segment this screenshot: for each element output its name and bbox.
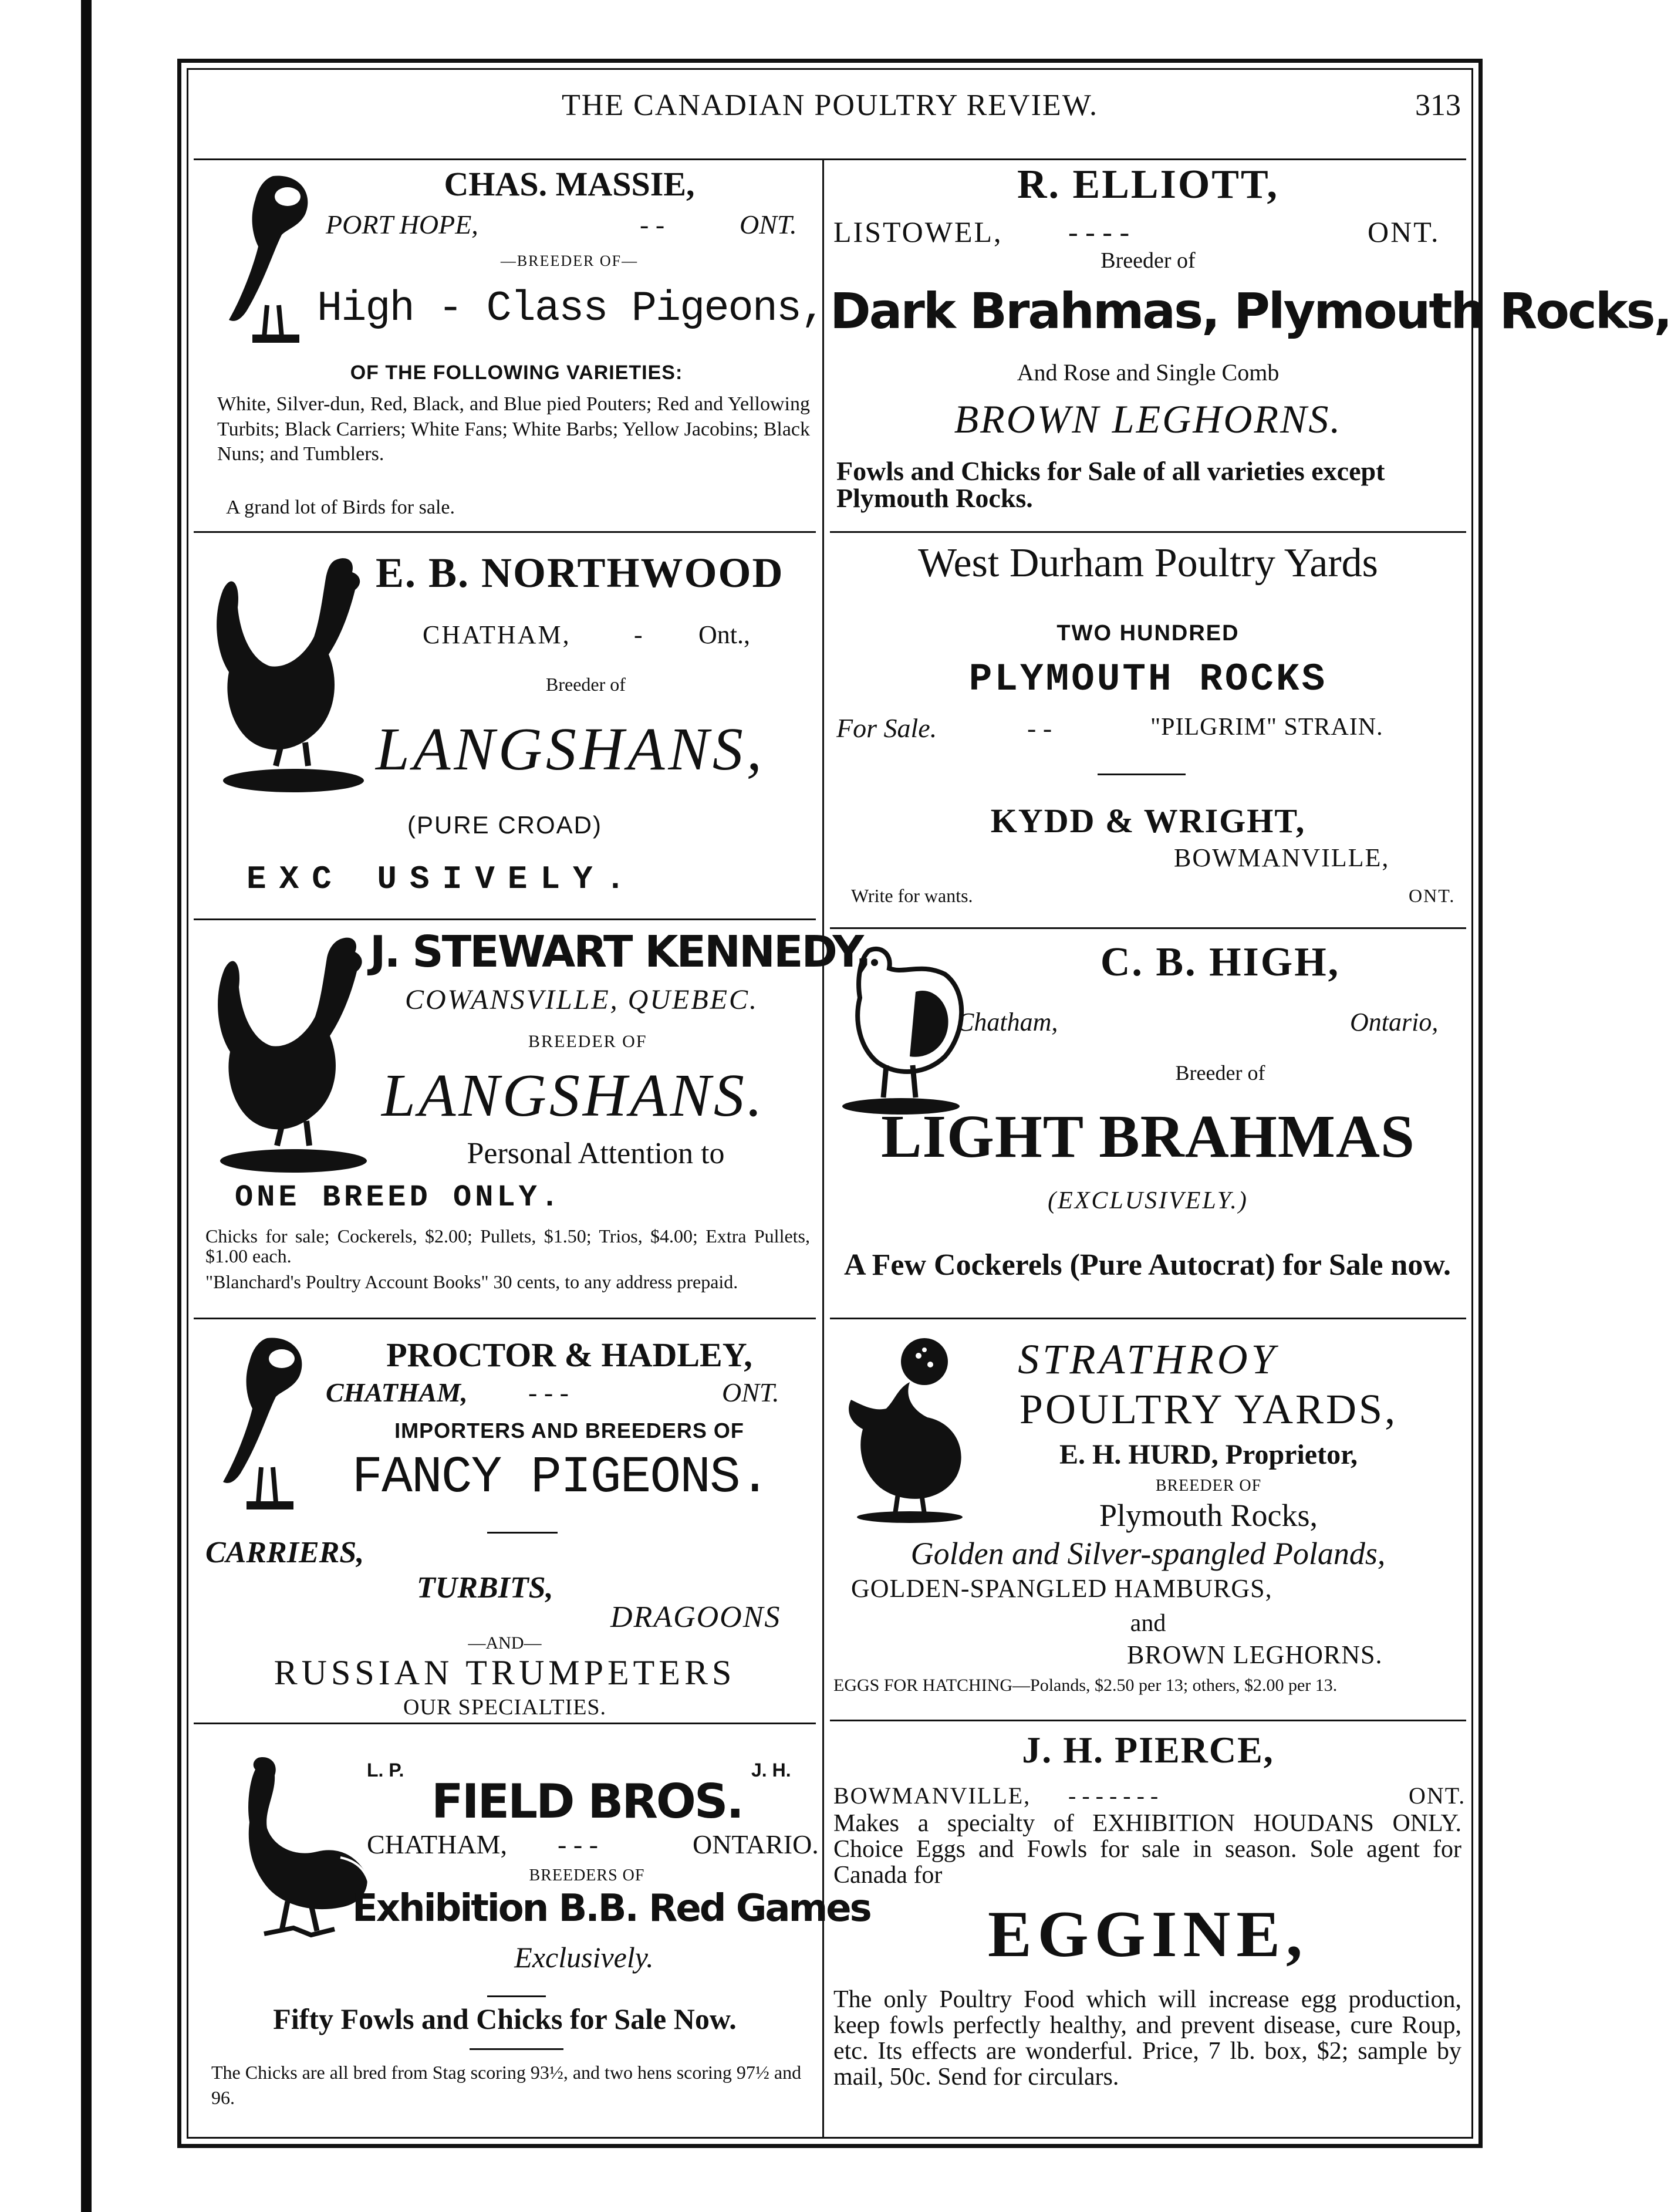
field-headline: Exhibition B.B. Red Games [352,1887,870,1930]
massie-footer: A grand lot of Birds for sale. [226,497,455,518]
west-durham-write: Write for wants. [851,885,973,906]
field-jh: J. H. [751,1760,791,1781]
massie-breeder-of: —BREEDER OF— [500,252,639,269]
proctor-name: PROCTOR & HADLEY, [386,1336,752,1374]
kennedy-breed: LANGSHANS. [382,1062,765,1129]
page-number: 313 [1415,89,1461,122]
pierce-body: The only Poultry Food which will increase egg production, keep fowls perfectly healthy, and prevent disease, cure Roup, etc. Its effects are wonderful. Price, 7 lb. box, $2; sample by mail, 50c. Send for circulars. [833,1986,1461,2091]
elliott-province: ONT. [1368,215,1440,248]
kennedy-prices: Chicks for sale; Cockerels, $2.00; Pullets, $1.50; Trios, $4.00; Extra Pullets, $1.00 each. [205,1225,810,1267]
massie-dashes: - - [640,210,665,239]
separator-right-1 [830,531,1466,533]
elliott-headline: Dark Brahmas, Plymouth Rocks, [830,282,1671,340]
massie-body: White, Silver-dun, Red, Black, and Blue pied Pouters; Red and Yellowing Turbits; Black Carriers; White Fans; White Barbs; Yellow Jacobins; Black Nuns; and Tumblers. [217,393,810,465]
elliott-breed: BROWN LEGHORNS. [954,397,1342,441]
massie-varieties-label: OF THE FOLLOWING VARIETIES: [350,362,683,384]
separator-left-3 [194,1318,816,1319]
northwood-dash: - [634,620,643,649]
west-durham-for-sale: For Sale. [836,713,937,743]
high-note: (EXCLUSIVELY.) [1048,1187,1248,1214]
proctor-importers: IMPORTERS AND BREEDERS OF [394,1419,744,1443]
west-durham-rule [1098,774,1186,775]
proctor-town: CHATHAM, [326,1377,468,1407]
northwood-breed: LANGSHANS, [376,715,765,783]
field-name: FIELD BROS. [431,1774,742,1829]
field-rule-1 [487,1995,546,1997]
high-breed: LIGHT BRAHMAS [881,1103,1415,1170]
separator-left-1 [194,531,816,533]
proctor-turbits: TURBITS, [417,1571,553,1605]
massie-headline: High - Class Pigeons, [317,285,825,333]
strathroy-breed2: Golden and Silver-spangled Polands, [910,1536,1386,1571]
field-town: CHATHAM, [367,1829,507,1859]
massie-province: ONT. [740,210,797,239]
kennedy-attention: Personal Attention to [467,1137,725,1170]
west-durham-name: West Durham Poultry Yards [918,541,1378,586]
massie-name: CHAS. MASSIE, [444,165,695,203]
proctor-and: —AND— [468,1633,542,1653]
running-head: THE CANADIAN POULTRY REVIEW. [562,89,1098,122]
pierce-name: J. H. PIERCE, [1022,1729,1274,1771]
west-durham-town: BOWMANVILLE, [1174,843,1390,872]
west-durham-count: TWO HUNDRED [1056,621,1240,646]
proctor-rule [487,1532,558,1534]
strathroy-breed4: BROWN LEGHORNS. [1127,1640,1383,1669]
high-name: C. B. HIGH, [1100,940,1341,985]
pierce-product: EGGINE, [987,1898,1309,1971]
field-lp: L. P. [367,1760,404,1781]
separator-left-4 [194,1723,816,1724]
elliott-sub: And Rose and Single Comb [1017,359,1280,386]
kennedy-one-breed: ONE BREED ONLY. [235,1180,563,1215]
strathroy-proprietor: E. H. HURD, Proprietor, [1059,1439,1358,1470]
high-footer: A Few Cockerels (Pure Autocrat) for Sale now. [843,1248,1451,1282]
field-rule-2 [470,2048,563,2050]
field-footer: The Chicks are all bred from Stag scoring 93½, and two hens scoring 97½ and 96. [211,2062,802,2109]
elliott-breeder-of: Breeder of [1101,248,1196,273]
proctor-dashes: - - - [528,1377,569,1407]
field-breeders-of: BREEDERS OF [529,1866,645,1885]
west-durham-firm: KYDD & WRIGHT, [990,802,1306,840]
massie-town: PORT HOPE, [326,210,478,239]
northwood-exclusively: EXC USIVELY. [247,860,639,898]
binding-edge [81,0,92,2212]
elliott-footer: Fowls and Chicks for Sale of all varieties except Plymouth Rocks. [836,456,1385,513]
northwood-name: E. B. NORTHWOOD [376,549,784,596]
strathroy-breed1: Plymouth Rocks, [1099,1498,1318,1533]
brahma-hen-icon [833,939,974,1115]
separator-right-3 [830,1318,1466,1319]
proctor-dragoons: DRAGOONS [610,1600,781,1634]
separator-left-2 [194,918,816,920]
kennedy-name: J. STEWART KENNEDY, [370,927,870,977]
field-dashes: - - - [558,1829,598,1859]
high-breeder-of: Breeder of [1175,1061,1265,1085]
strathroy-breeder-of: BREEDER OF [1155,1477,1262,1495]
separator-right-2 [830,927,1466,929]
strathroy-eggs: EGGS FOR HATCHING—Polands, $2.50 per 13; others, $2.00 per 13. [833,1676,1338,1695]
rooster-icon [205,549,382,795]
northwood-breeder-of: Breeder of [546,674,626,695]
elliott-town: LISTOWEL, [833,215,1003,248]
west-durham-province: ONT. [1409,885,1456,906]
northwood-town: CHATHAM, [423,620,571,649]
field-province: ONTARIO. [693,1829,819,1859]
proctor-carriers: CARRIERS, [205,1536,364,1569]
west-durham-strain: "PILGRIM" STRAIN. [1150,714,1383,741]
elliott-name: R. ELLIOTT, [1017,162,1279,207]
pierce-dashes: - - - - - - - [1068,1782,1159,1809]
field-exclusively: Exclusively. [514,1941,654,1974]
pierce-town: BOWMANVILLE, [833,1782,1031,1809]
northwood-province: Ont., [698,620,750,649]
kennedy-town: COWANSVILLE, QUEBEC. [405,984,758,1015]
proctor-trumpeters: RUSSIAN TRUMPETERS [274,1653,736,1692]
rooster-icon [205,927,382,1174]
strathroy-name: STRATHROY [1018,1336,1278,1383]
proctor-specialties: OUR SPECIALTIES. [403,1695,607,1720]
proctor-province: ONT. [722,1377,779,1407]
column-divider [822,160,824,2139]
west-durham-breed: PLYMOUTH ROCKS [968,657,1328,701]
high-province: Ontario, [1350,1008,1439,1036]
elliott-dashes: - - - - [1068,215,1130,248]
strathroy-yards: POULTRY YARDS, [1019,1386,1398,1433]
header-rule [194,158,1466,160]
strathroy-breed3: GOLDEN-SPANGLED HAMBURGS, [851,1574,1272,1603]
field-sale: Fifty Fowls and Chicks for Sale Now. [273,2002,737,2035]
west-durham-dashes: - - [1027,713,1052,743]
pierce-intro: Makes a specialty of EXHIBITION HOUDANS ONLY. Choice Eggs and Fowls for sale in season. Sole agent for Canada for [833,1810,1461,1889]
proctor-headline: FANCY PIGEONS. [352,1449,769,1507]
northwood-note: (PURE CROAD) [407,811,602,839]
pierce-province: ONT. [1409,1782,1466,1809]
high-town: Chatham, [957,1008,1058,1036]
kennedy-books: "Blanchard's Poultry Account Books" 30 cents, to any address prepaid. [205,1271,738,1292]
strathroy-and: and [1130,1610,1166,1637]
kennedy-breeder-of: BREEDER OF [528,1032,647,1051]
separator-right-4 [830,1720,1466,1721]
